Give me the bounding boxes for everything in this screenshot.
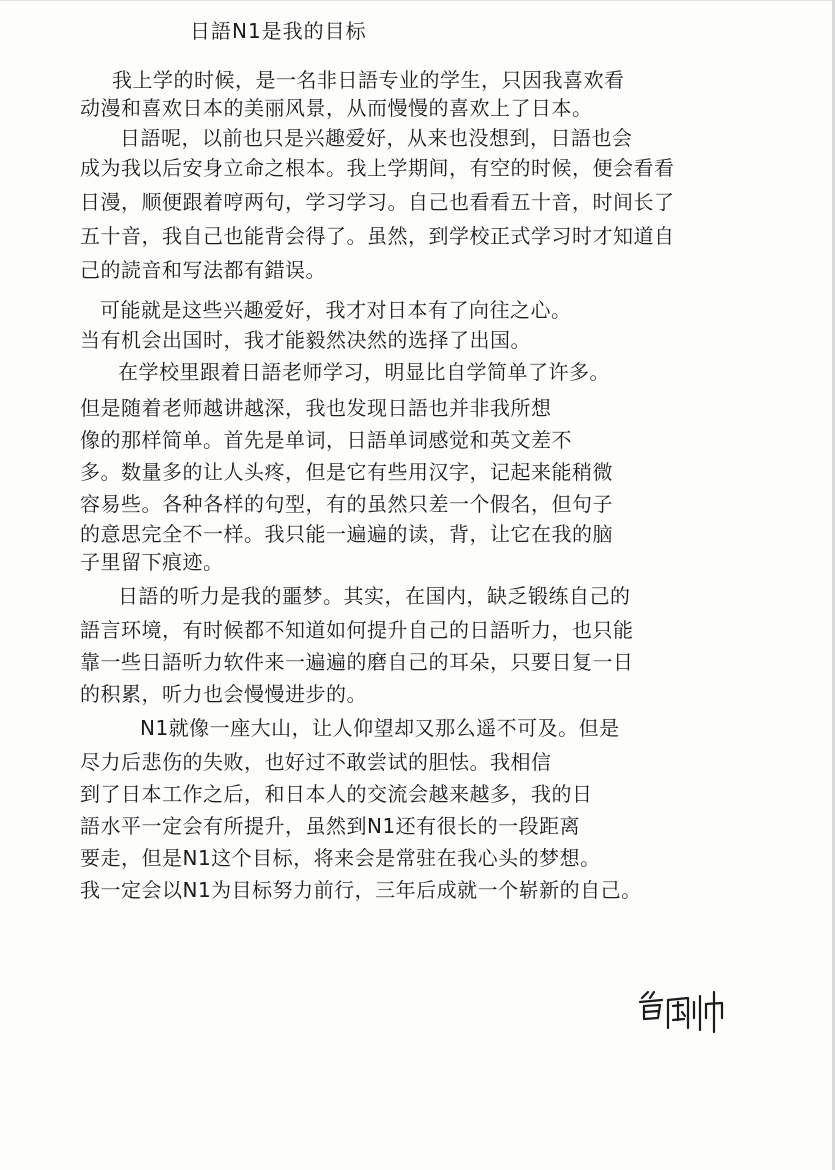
text-line: 要走，但是N1这个目标，将来会是常驻在我心头的梦想。 [80, 846, 601, 870]
text-line: 当有机会出国时，我才能毅然决然的选择了出国。 [80, 328, 531, 352]
text-line: 五十音，我自己也能背会得了。虽然，到学校正式学习时才知道自 [80, 224, 675, 248]
text-line: 語水平一定会有所提升，虽然到N1还有很长的一段距离 [80, 814, 581, 838]
text-line: 容易些。各种各样的句型，有的虽然只差一个假名，但句子 [80, 492, 613, 516]
text-line: 日語呢，以前也只是兴趣爱好，从来也没想到，日語也会 [120, 126, 633, 150]
text-line: 我一定会以N1为目标努力前行，三年后成就一个崭新的自己。 [80, 878, 642, 902]
text-line: 子里留下痕迹。 [80, 550, 224, 574]
text-line: 但是随着老师越讲越深，我也发现日語也并非我所想 [80, 396, 552, 420]
text-line: 日語的听力是我的噩梦。其实，在国内，缺乏锻练自己的 [118, 584, 631, 608]
text-line: 尽力后悲伤的失败，也好过不敢尝试的胆怯。我相信 [80, 750, 552, 774]
text-line: 日漫，顺便跟着哼两句，学习学习。自己也看看五十音，时间长了 [80, 190, 675, 214]
text-line: 語言环境，有时候都不知道如何提升自己的日語听力，也只能 [80, 618, 634, 642]
text-line: 在学校里跟着日語老师学习，明显比自学简单了许多。 [118, 360, 610, 384]
scan-edge-top [0, 0, 835, 1]
text-line: 己的読音和写法都有錯误。 [80, 258, 326, 282]
handwritten-signature [636, 988, 726, 1034]
text-line: 的积累，听力也会慢慢进步的。 [80, 682, 367, 706]
document-title: 日語N1是我的目标 [190, 19, 367, 43]
text-line: 到了日本工作之后，和日本人的交流会越来越多，我的日 [80, 782, 593, 806]
text-line: N1就像一座大山，让人仰望却又那么遥不可及。但是 [140, 716, 620, 740]
text-line: 动漫和喜欢日本的美丽风景，从而慢慢的喜欢上了日本。 [80, 96, 593, 120]
text-line: 我上学的时候，是一名非日語专业的学生，只因我喜欢看 [112, 68, 625, 92]
text-line: 的意思完全不一样。我只能一遍遍的读，背，让它在我的脑 [80, 522, 613, 546]
text-line: 可能就是这些兴趣爱好，我才对日本有了向往之心。 [100, 298, 572, 322]
text-line: 多。数量多的让人头疼，但是它有些用汉字，记起来能稍微 [80, 460, 613, 484]
text-line: 靠一些日語听力软件来一遍遍的磨自己的耳朵，只要日复一日 [80, 650, 634, 674]
text-line: 成为我以后安身立命之根本。我上学期间，有空的时候，便会看看 [80, 156, 675, 180]
text-line: 像的那样简单。首先是单词，日語单词感觉和英文差不 [80, 428, 572, 452]
